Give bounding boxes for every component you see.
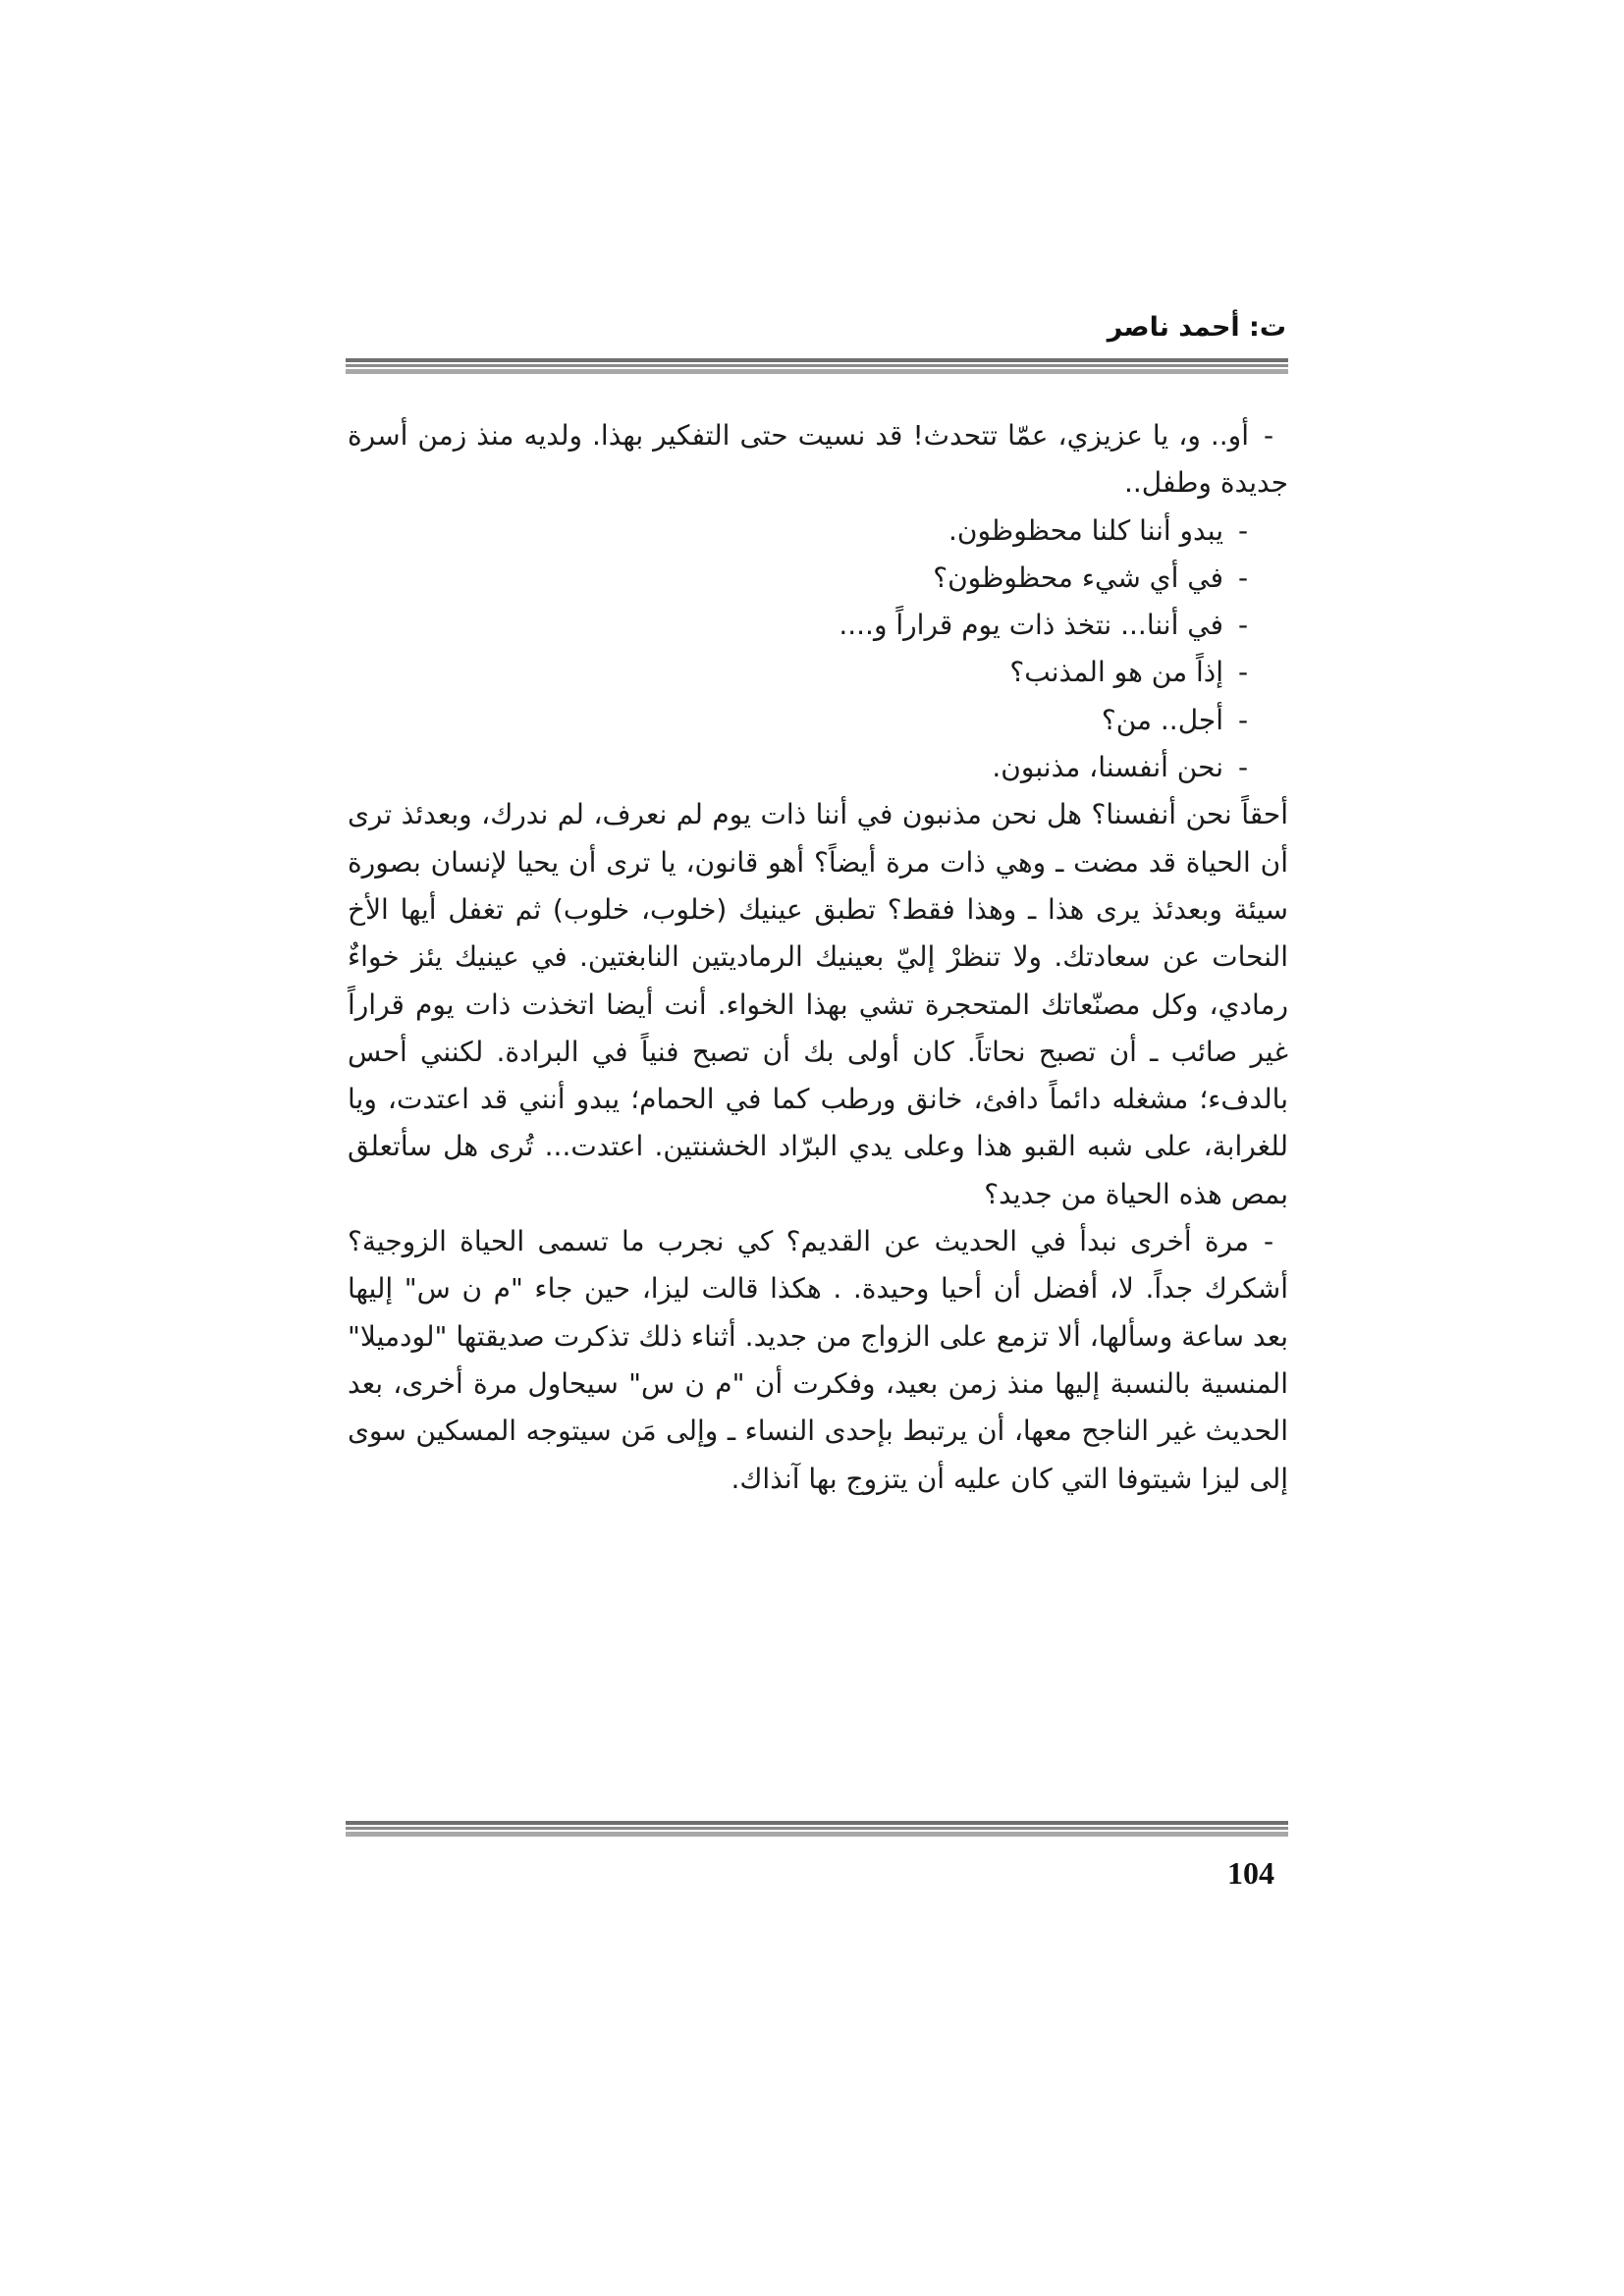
paragraph bbox=[348, 507, 1288, 555]
page-number: 104 bbox=[1227, 1855, 1274, 1891]
paragraph-text: أجل.. من؟ bbox=[1101, 703, 1223, 736]
paragraph bbox=[348, 791, 1288, 1218]
paragraph bbox=[348, 649, 1288, 696]
header-rule bbox=[346, 358, 1288, 374]
running-header-title: ت: أحمد ناصر bbox=[1107, 312, 1286, 343]
dialog-dash: - bbox=[1237, 703, 1249, 736]
dialog-dash: - bbox=[1237, 656, 1249, 689]
paragraph-text: أو.. و، يا عزيزي، عمّا تتحدث! قد نسيت حتى التفكير بهذا. ولديه منذ زمن أسرة جديدة وطفل.. bbox=[348, 419, 1288, 500]
footer-rule bbox=[346, 1821, 1288, 1837]
dialog-dash: - bbox=[1237, 513, 1249, 547]
paragraph-text: مرة أخرى نبدأ في الحديث عن القديم؟ كي نجرب ما تسمى الحياة الزوجية؟ أشكرك جداً. لا، أفضل أن أحيا وحيدة. . هكذا قالت ليزا، حين جاء "م ن س" إليها بعد ساعة وسألها، ألا تزمع على الزواج من جديد. أثناء ذلك تذكرت صديقتها "لودميلا" المنسية بالنسبة إليها منذ زمن بعيد، وفكرت أن "م ن س" سيحاول مرة أخرى، بعد الحديث غير الناجح معها، أن يرتبط بإحدى النساء ـ وإلى مَن سيتوجه المسكين سوى إلى ليزا شيتوفا التي كان عليه أن يتزوج بها آنذاك. bbox=[348, 1225, 1288, 1495]
paragraph bbox=[348, 555, 1288, 602]
paragraph-text: يبدو أننا كلنا محظوظون. bbox=[947, 513, 1223, 547]
paragraph bbox=[348, 697, 1288, 744]
paragraph-text: في أننا... نتخذ ذات يوم قراراً و.... bbox=[839, 609, 1223, 642]
paragraph-text: نحن أنفسنا، مذنبون. bbox=[992, 751, 1223, 784]
dialog-dash: - bbox=[1263, 1225, 1274, 1258]
dialog-dash: - bbox=[1263, 419, 1274, 452]
dialog-dash: - bbox=[1237, 609, 1249, 642]
paragraph bbox=[348, 1218, 1288, 1503]
dialog-dash: - bbox=[1237, 751, 1249, 784]
paragraph bbox=[348, 602, 1288, 649]
page-body bbox=[348, 412, 1288, 1503]
paragraph bbox=[348, 412, 1288, 507]
paragraph-text: في أي شيء محظوظون؟ bbox=[933, 561, 1223, 594]
paragraph-text: إذاً من هو المذنب؟ bbox=[1009, 656, 1223, 689]
dialog-dash: - bbox=[1237, 561, 1249, 594]
paragraph bbox=[348, 744, 1288, 791]
paragraph-text: أحقاً نحن أنفسنا؟ هل نحن مذنبون في أننا ذات يوم لم نعرف، لم ندرك، وبعدئذ ترى أن الحياة قد مضت ـ وهي ذات مرة أيضاً؟ أهو قانون، يا ترى أن يحيا لإنسان بصورة سيئة وبعدئذ يرى هذا ـ وهذا فقط؟ تطبق عينيك (خلوب، خلوب) ثم تغفل أيها الأخ النحات عن سعادتك. ولا تنظرْ إليّ بعينيك الرماديتين النابغتين. في عينيك يئز خواءٌ رمادي، وكل مصنّعاتك المتحجرة تشي بهذا الخواء. أنت أيضا اتخذت ذات يوم قراراً غير صائب ـ أن تصبح نحاتاً. كان أولى بك أن تصبح فنياً في البرادة. لكنني أحس بالدفء؛ مشغله دائماً دافئ، خانق ورطب كما في الحمام؛ يبدو أنني قد اعتدت، ويا للغرابة، على شبه القبو هذا وعلى يدي البرّاد الخشنتين. اعتدت... تُرى هل سأتعلق بمص هذه الحياة من جديد؟ bbox=[348, 798, 1288, 1210]
